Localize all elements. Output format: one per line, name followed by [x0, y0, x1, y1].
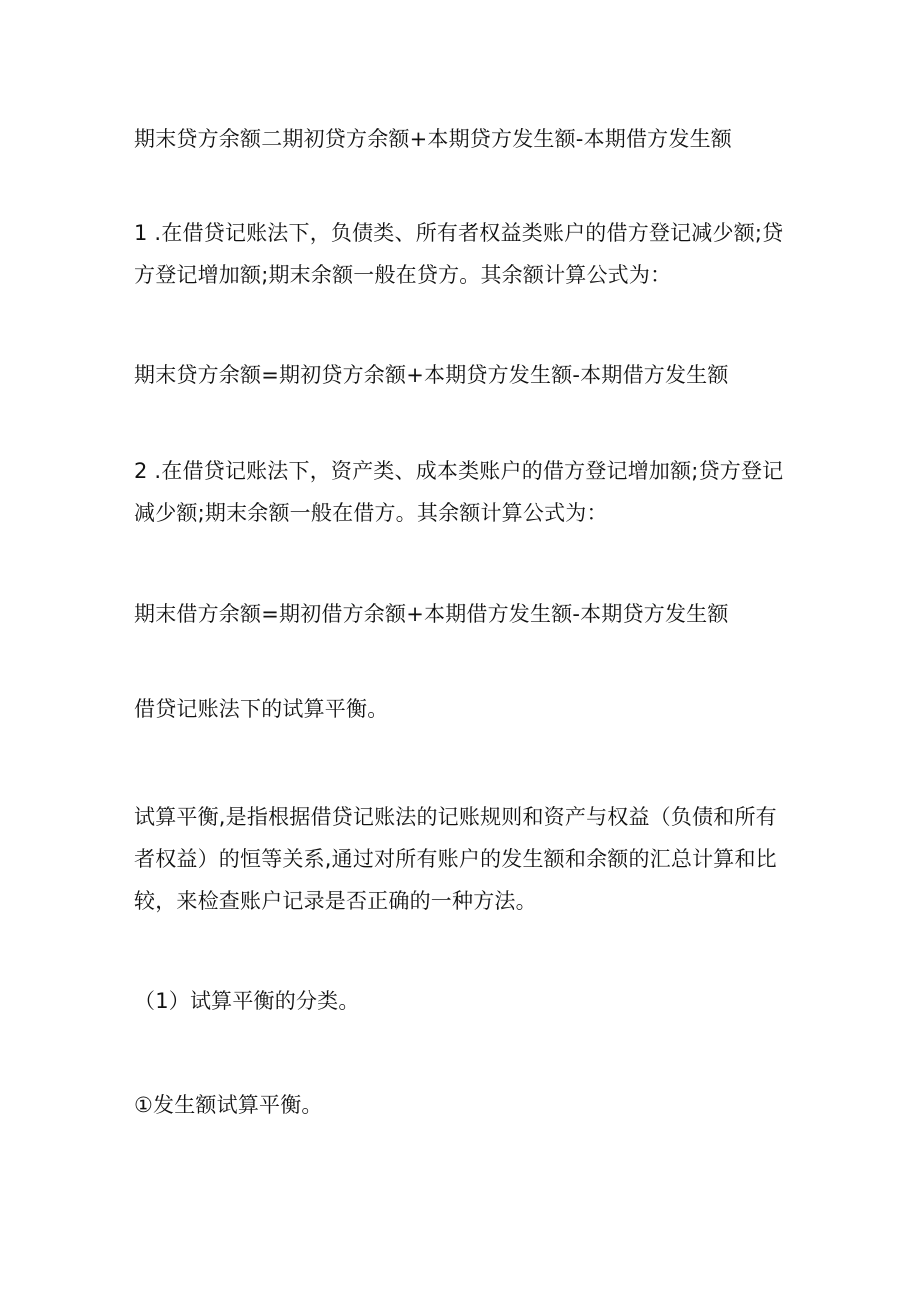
section-heading-trial-balance: 借贷记账法下的试算平衡。 [134, 697, 389, 721]
rule-1-paragraph: 1 .在借贷记账法下，负债类、所有者权益类账户的借方登记减少额;贷方登记增加额;期末余额一般在贷方。其余额计算公式为： [134, 221, 784, 287]
formula-credit-balance-line: 期末贷方余额二期初贷方余额+本期贷方发生额-本期借方发生额 [134, 127, 732, 151]
formula-debit-balance: 期末借方余额=期初借方余额+本期借方发生额-本期贷方发生额 [134, 602, 729, 626]
rule-2-paragraph: 2 .在借贷记账法下，资产类、成本类账户的借方登记增加额;贷方登记减少额;期末余额一般在借方。其余额计算公式为： [134, 459, 784, 525]
list-item-occurrence-trial-balance: ①发生额试算平衡。 [134, 1093, 323, 1117]
trial-balance-definition: 试算平衡,是指根据借贷记账法的记账规则和资产与权益（负债和所有者权益）的恒等关系,通过对所有账户的发生额和余额的汇总计算和比较，来检查账户记录是否正确的一种方法。 [134, 805, 777, 913]
subheading-classification: （1）试算平衡的分类。 [134, 989, 360, 1013]
formula-credit-balance: 期末贷方余额=期初贷方余额+本期贷方发生额-本期借方发生额 [134, 363, 729, 387]
